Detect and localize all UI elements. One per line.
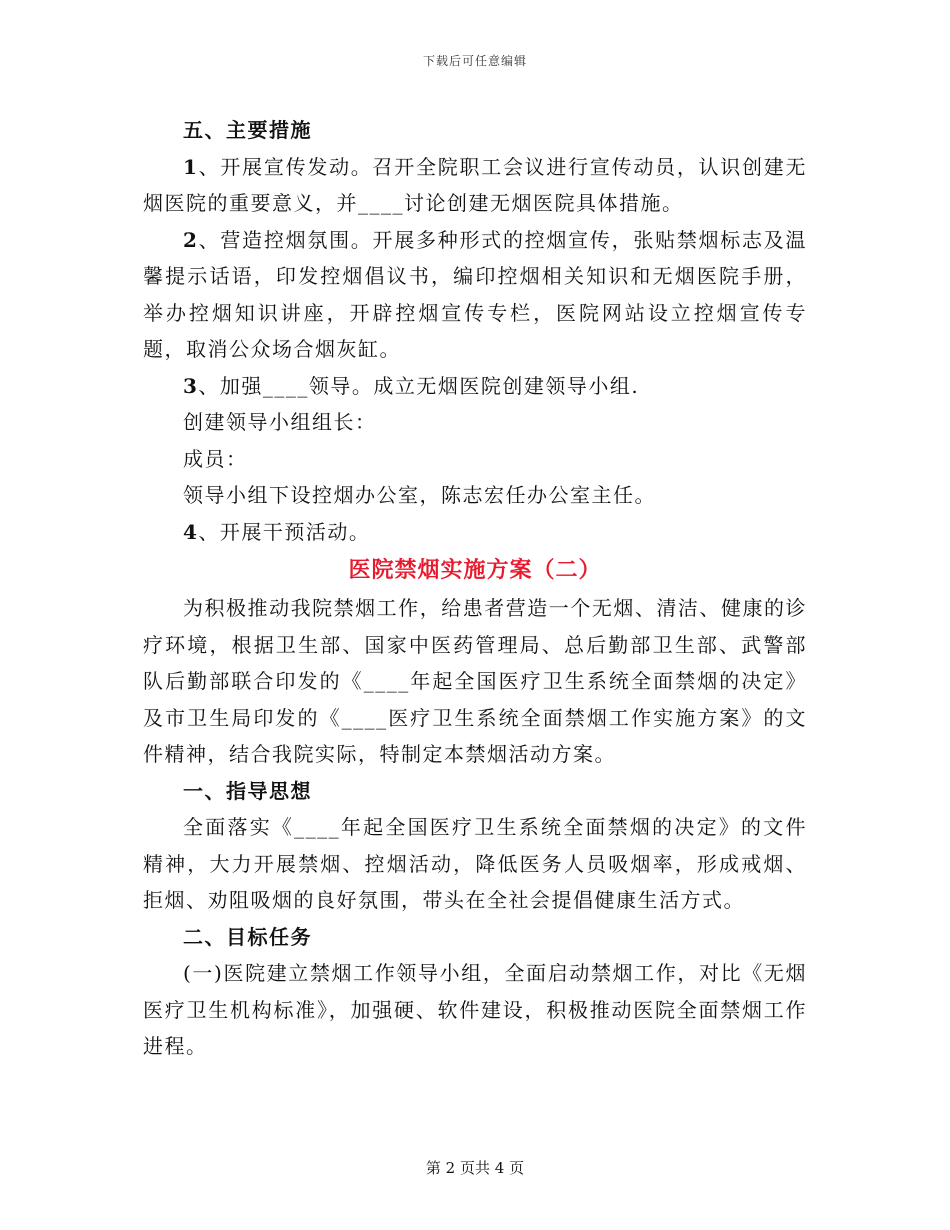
intro-paragraph: 为积极推动我院禁烟工作，给患者营造一个无烟、清洁、健康的诊疗环境，根据卫生部、国家中医药管理局、总后勤部卫生部、武警部队后勤部联合印发的《____年起全国医疗卫生系统全面禁烟的决定》及市卫生局印发的《____医疗卫生系统全面禁烟工作实施方案》的文件精神，结合我院实际，特制定本禁烟活动方案。	[143, 596, 807, 766]
measure-item-3-number: 3	[183, 373, 199, 398]
section-heading-guiding-ideology: 一、指导思想	[183, 778, 312, 803]
measure-item-2-text: 、营造控烟氛围。开展多种形式的控烟宣传，张贴禁烟标志及温馨提示话语，印发控烟倡议书，编印控烟相关知识和无烟医院手册，举办控烟知识讲座，开辟控烟宣传专栏，医院网站设立控烟宣传专题，取消公众场合烟灰缸。	[143, 227, 807, 361]
leader-line: 创建领导小组组长：	[183, 410, 377, 434]
page-footer: 第 2 页共 4 页	[425, 1159, 525, 1177]
measure-item-4-number: 4	[183, 519, 199, 544]
measure-item-4	[143, 514, 807, 551]
office-line: 领导小组下设控烟办公室，陈志宏任办公室主任。	[183, 483, 656, 507]
page-header: 下载后可任意编辑	[422, 54, 527, 68]
document-body	[143, 112, 807, 1065]
section-heading-measures: 五、主要措施	[183, 118, 312, 142]
section-heading-target-tasks: 二、目标任务	[183, 924, 312, 949]
measure-item-1-text: 、开展宣传发动。召开全院职工会议进行宣传动员，认识创建无烟医院的重要意义，并____讨论创建无烟医院具体措施。	[143, 154, 807, 215]
document-title: 医院禁烟实施方案（二）	[348, 557, 602, 583]
measure-item-3-text: 、加强____领导。成立无烟医院创建领导小组.	[198, 373, 640, 398]
measure-item-2	[143, 222, 807, 368]
measure-item-3	[143, 368, 807, 405]
members-line: 成员：	[183, 446, 248, 471]
target-task-item-1: (一)医院建立禁烟工作领导小组，全面启动禁烟工作，对比《无烟医疗卫生机构标准》，加强硬、软件建设，积极推动医院全面禁烟工作进程。	[143, 961, 807, 1058]
measure-item-4-text: 、开展干预活动。	[198, 519, 371, 544]
guiding-ideology-paragraph: 全面落实《____年起全国医疗卫生系统全面禁烟的决定》的文件精神，大力开展禁烟、控烟活动，降低医务人员吸烟率，形成戒烟、拒烟、劝阻吸烟的良好氛围，带头在全社会提倡健康生活方式。	[143, 815, 807, 912]
measure-item-1	[143, 149, 807, 222]
measure-item-1-number: 1	[183, 154, 199, 179]
measure-item-2-number: 2	[183, 227, 199, 252]
